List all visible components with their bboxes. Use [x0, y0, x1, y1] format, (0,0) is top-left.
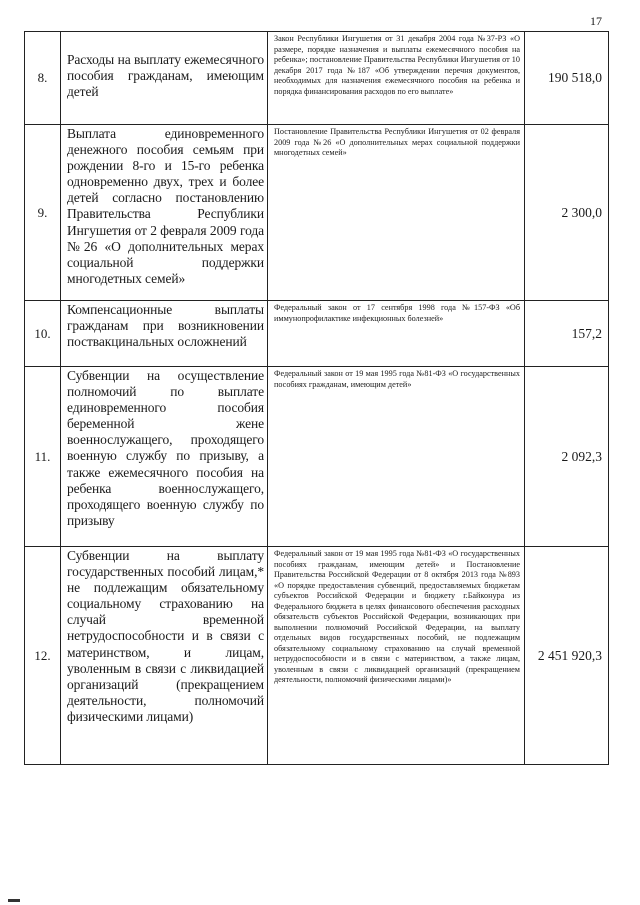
- page-number: 17: [590, 14, 602, 28]
- expense-name: Субвенции на выплату государственных пособий лицам,* не подлежащим обязательному социальному страхованию на случай временной нетрудоспособности и в связи с материнством, и лицам, уволенным в связи с ликвидацией организаций (прекращением деятельности, полномочий физическими лицами): [61, 547, 268, 765]
- expense-name: Выплата единовременного денежного пособия семьям при рождении 8-го и 15-го ребенка одновременно двух, трех и более детей согласно постановлению Правительства Республики Ингушетия от 2 февраля 2009 года №26 «О дополнительных мерах социальной поддержки многодетных семей»: [61, 125, 268, 301]
- table-row: [25, 367, 609, 547]
- row-number: 9.: [25, 125, 61, 301]
- legal-basis: Федеральный закон от 17 сентября 1998 года №157-ФЗ «Об иммунопрофилактике инфекционных болезней»: [268, 301, 525, 367]
- amount: 2 092,3: [525, 367, 609, 547]
- amount: 190 518,0: [525, 32, 609, 125]
- expense-name: Компенсационные выплаты гражданам при возникновении поствакцинальных осложнений: [61, 301, 268, 367]
- amount: 157,2: [525, 301, 609, 367]
- table-row: [25, 125, 609, 301]
- amount: 2 300,0: [525, 125, 609, 301]
- expense-name: Расходы на выплату ежемесячного пособия гражданам, имеющим детей: [61, 32, 268, 125]
- expense-name: Субвенции на осуществление полномочий по выплате единовременного пособия беременной жене военнослужащего, проходящего военную службу по призыву, а также ежемесячного пособия на ребенка военнослужащего, проходящего военную службу по призыву: [61, 367, 268, 547]
- row-number: 10.: [25, 301, 61, 367]
- row-number: 8.: [25, 32, 61, 125]
- row-number: 12.: [25, 547, 61, 765]
- table-row: [25, 547, 609, 765]
- row-number: 11.: [25, 367, 61, 547]
- table-row: [25, 32, 609, 125]
- legal-basis: Постановление Правительства Республики Ингушетия от 02 февраля 2009 года №26 «О дополнительных мерах социальной поддержки многодетных семей»: [268, 125, 525, 301]
- expenditure-table: [24, 31, 609, 765]
- legal-basis: Федеральный закон от 19 мая 1995 года №81-ФЗ «О государственных пособиях гражданам, имеющим детей»: [268, 367, 525, 547]
- legal-basis: Федеральный закон от 19 мая 1995 года №81-ФЗ «О государственных пособиях гражданам, имеющим детей» и Постановление Правительства Российской Федерации от 8 октября 2013 года №893 «О порядке предоставления субвенций, предоставляемых бюджетам субъектов Российской Федерации и бюджету г.Байконура из Федерального бюджета в целях финансового обеспечения расходных обязательств субъектов Российской Федерации, возникающих при выполнении полномочий Российской Федерации, на выплату отдельных видов государственных пособий, не подлежащим обязательному социальному страхованию на случай временной нетрудоспособности и в связи с материнством, а также лицам, уволенным в связи с ликвидацией организаций (прекращением деятельности, полномочий физическими лицами)»: [268, 547, 525, 765]
- scan-mark: [8, 899, 20, 902]
- amount: 2 451 920,3: [525, 547, 609, 765]
- legal-basis: Закон Республики Ингушетия от 31 декабря 2004 года №37-РЗ «О размере, порядке назначения и выплаты ежемесячного пособия на ребенка»; постановление Правительства Республики Ингушетия от 10 декабря 2017 года №187 «Об утверждении перечня документов, необходимых для назначения ежемесячного пособия на ребенка и порядка финансирования расходов по его выплате»: [268, 32, 525, 125]
- table-row: [25, 301, 609, 367]
